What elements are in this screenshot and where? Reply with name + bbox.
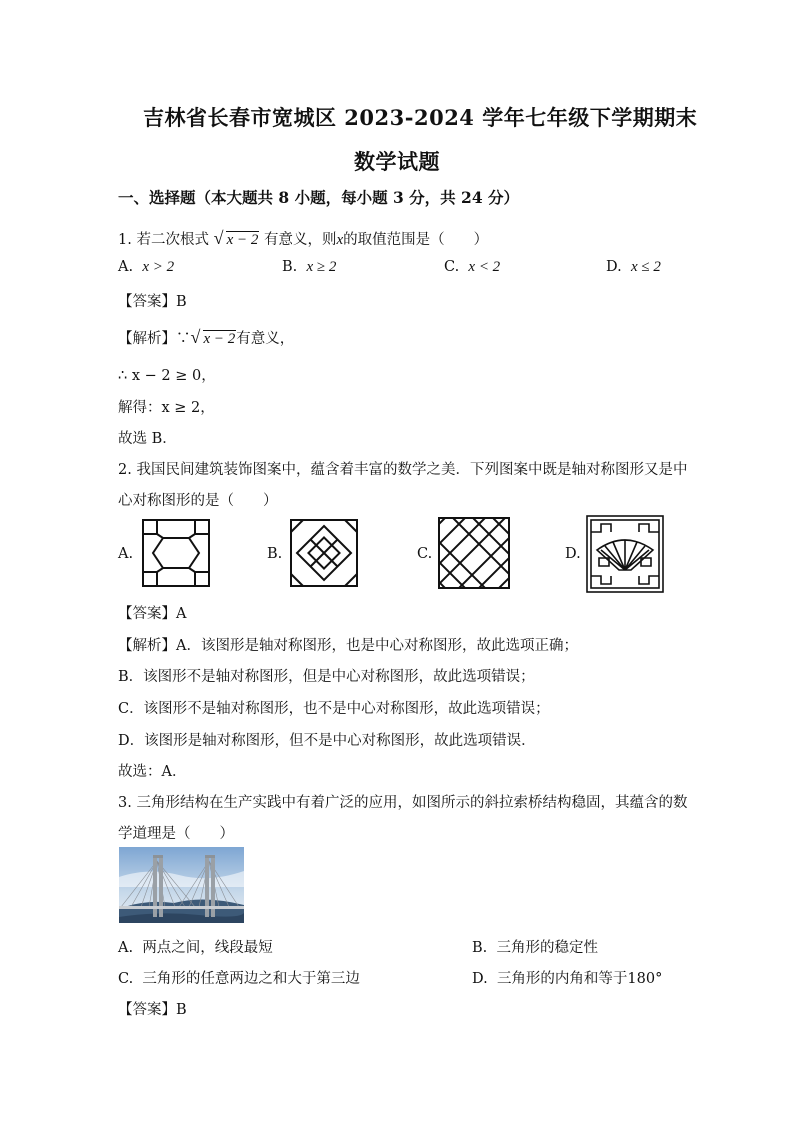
q2-analysis-line3: C．该图形不是轴对称图形，也不是中心对称图形，故此选项错误； [118,701,550,717]
q3-option-b-text: 三角形的稳定性 [496,940,598,956]
q2-label-d[interactable]: D. [565,546,581,562]
q1-option-d-letter: D. [606,259,622,275]
q2-stem-line1: 2. 我国民间建筑装饰图案中，蕴含着丰富的数学之美．下列图案中既是轴对称图形又是中 [118,462,688,478]
q1-prefix: 1. 若二次根式 [118,232,209,248]
q1-analysis-prefix: 【解析】∵ [118,331,191,347]
q1-option-a[interactable] [118,259,174,276]
q1-suffix2: 的取值范围是（ ） [343,232,489,248]
q3-option-b[interactable] [472,936,598,957]
q1-step2: 解得：x ≥ 2， [118,400,215,416]
q1-analysis [118,327,294,348]
q1-option-c-letter: C. [444,259,460,275]
q2-answer: 【答案】A [118,606,187,622]
q3-answer: 【答案】B [118,1002,187,1018]
q3-stem-line1: 3. 三角形结构在生产实践中有着广泛的应用，如图所示的斜拉索桥结构稳固，其蕴含的数 [118,795,688,811]
q1-analysis-suffix: 有意义， [236,331,295,347]
page-subtitle: 数学试题 [354,149,440,174]
q1-step1: ∴ x − 2 ≥ 0， [118,368,216,384]
q2-label-a[interactable]: A. [118,546,134,562]
q1-option-a-letter: A. [118,259,134,275]
q3-option-a-letter: A. [118,940,134,956]
q1-answer: 【答案】B [118,294,187,310]
cable-stayed-bridge-photo [119,847,244,923]
q3-option-c-text: 三角形的任意两边之和大于第三边 [142,971,360,987]
q2-analysis-line2: B．该图形不是轴对称图形，但是中心对称图形，故此选项错误； [118,669,535,685]
q1-option-b-letter: B. [282,259,298,275]
q1-option-b-text: x ≥ 2 [306,259,337,275]
q3-option-a-text: 两点之间，线段最短 [142,940,273,956]
q3-option-d-text: 三角形的内角和等于180° [496,971,663,987]
q2-label-c[interactable]: C. [417,546,433,562]
q2-analysis-line5: 故选：A． [118,764,187,780]
q1-option-b[interactable] [282,259,336,276]
q2-figure-b-knot-pattern[interactable] [289,518,359,588]
q2-figure-c-weave-pattern[interactable] [437,516,511,590]
q3-option-c[interactable] [118,967,360,988]
q2-figure-d-fan-pattern[interactable] [585,514,665,594]
q2-analysis-line1: 【解析】A．该图形是轴对称图形，也是中心对称图形，故此选项正确； [118,638,578,654]
q1-analysis-radicand: x − 2 [203,331,236,347]
q1-option-a-text: x > 2 [142,259,175,275]
q3-option-c-letter: C. [118,971,134,987]
q3-option-d-letter: D. [472,971,488,987]
q1-radicand: x − 2 [226,232,259,248]
q2-analysis-line4: D．该图形是轴对称图形，但不是中心对称图形，故此选项错误． [118,733,536,749]
q3-stem-line2: 学道理是（ ） [118,826,234,842]
q3-option-b-letter: B. [472,940,488,956]
page-title: 吉林省长春市宽城区 2023-2024 学年七年级下学期期末 [143,105,698,130]
q1-option-c[interactable] [444,259,500,276]
q1-option-c-text: x < 2 [468,259,501,275]
q1-var: x [336,232,344,248]
q3-option-d[interactable] [472,967,662,988]
q1-stem [118,228,488,249]
q1-suffix: 有意义，则 [263,232,337,248]
q1-analysis-radical: √ x − 2 [190,327,236,347]
q1-option-d-text: x ≤ 2 [630,259,661,275]
q2-stem-line2: 心对称图形的是（ ） [118,493,278,509]
q2-label-b[interactable]: B. [267,546,283,562]
q1-radical: √ x − 2 [213,228,259,248]
q1-step3: 故选 B． [118,431,177,447]
q1-option-d[interactable] [606,259,661,276]
q2-figure-a-hexagon-pattern[interactable] [141,518,211,588]
q3-option-a[interactable] [118,936,273,957]
section-header: 一、选择题（本大题共 8 小题，每小题 3 分，共 24 分） [118,188,520,207]
